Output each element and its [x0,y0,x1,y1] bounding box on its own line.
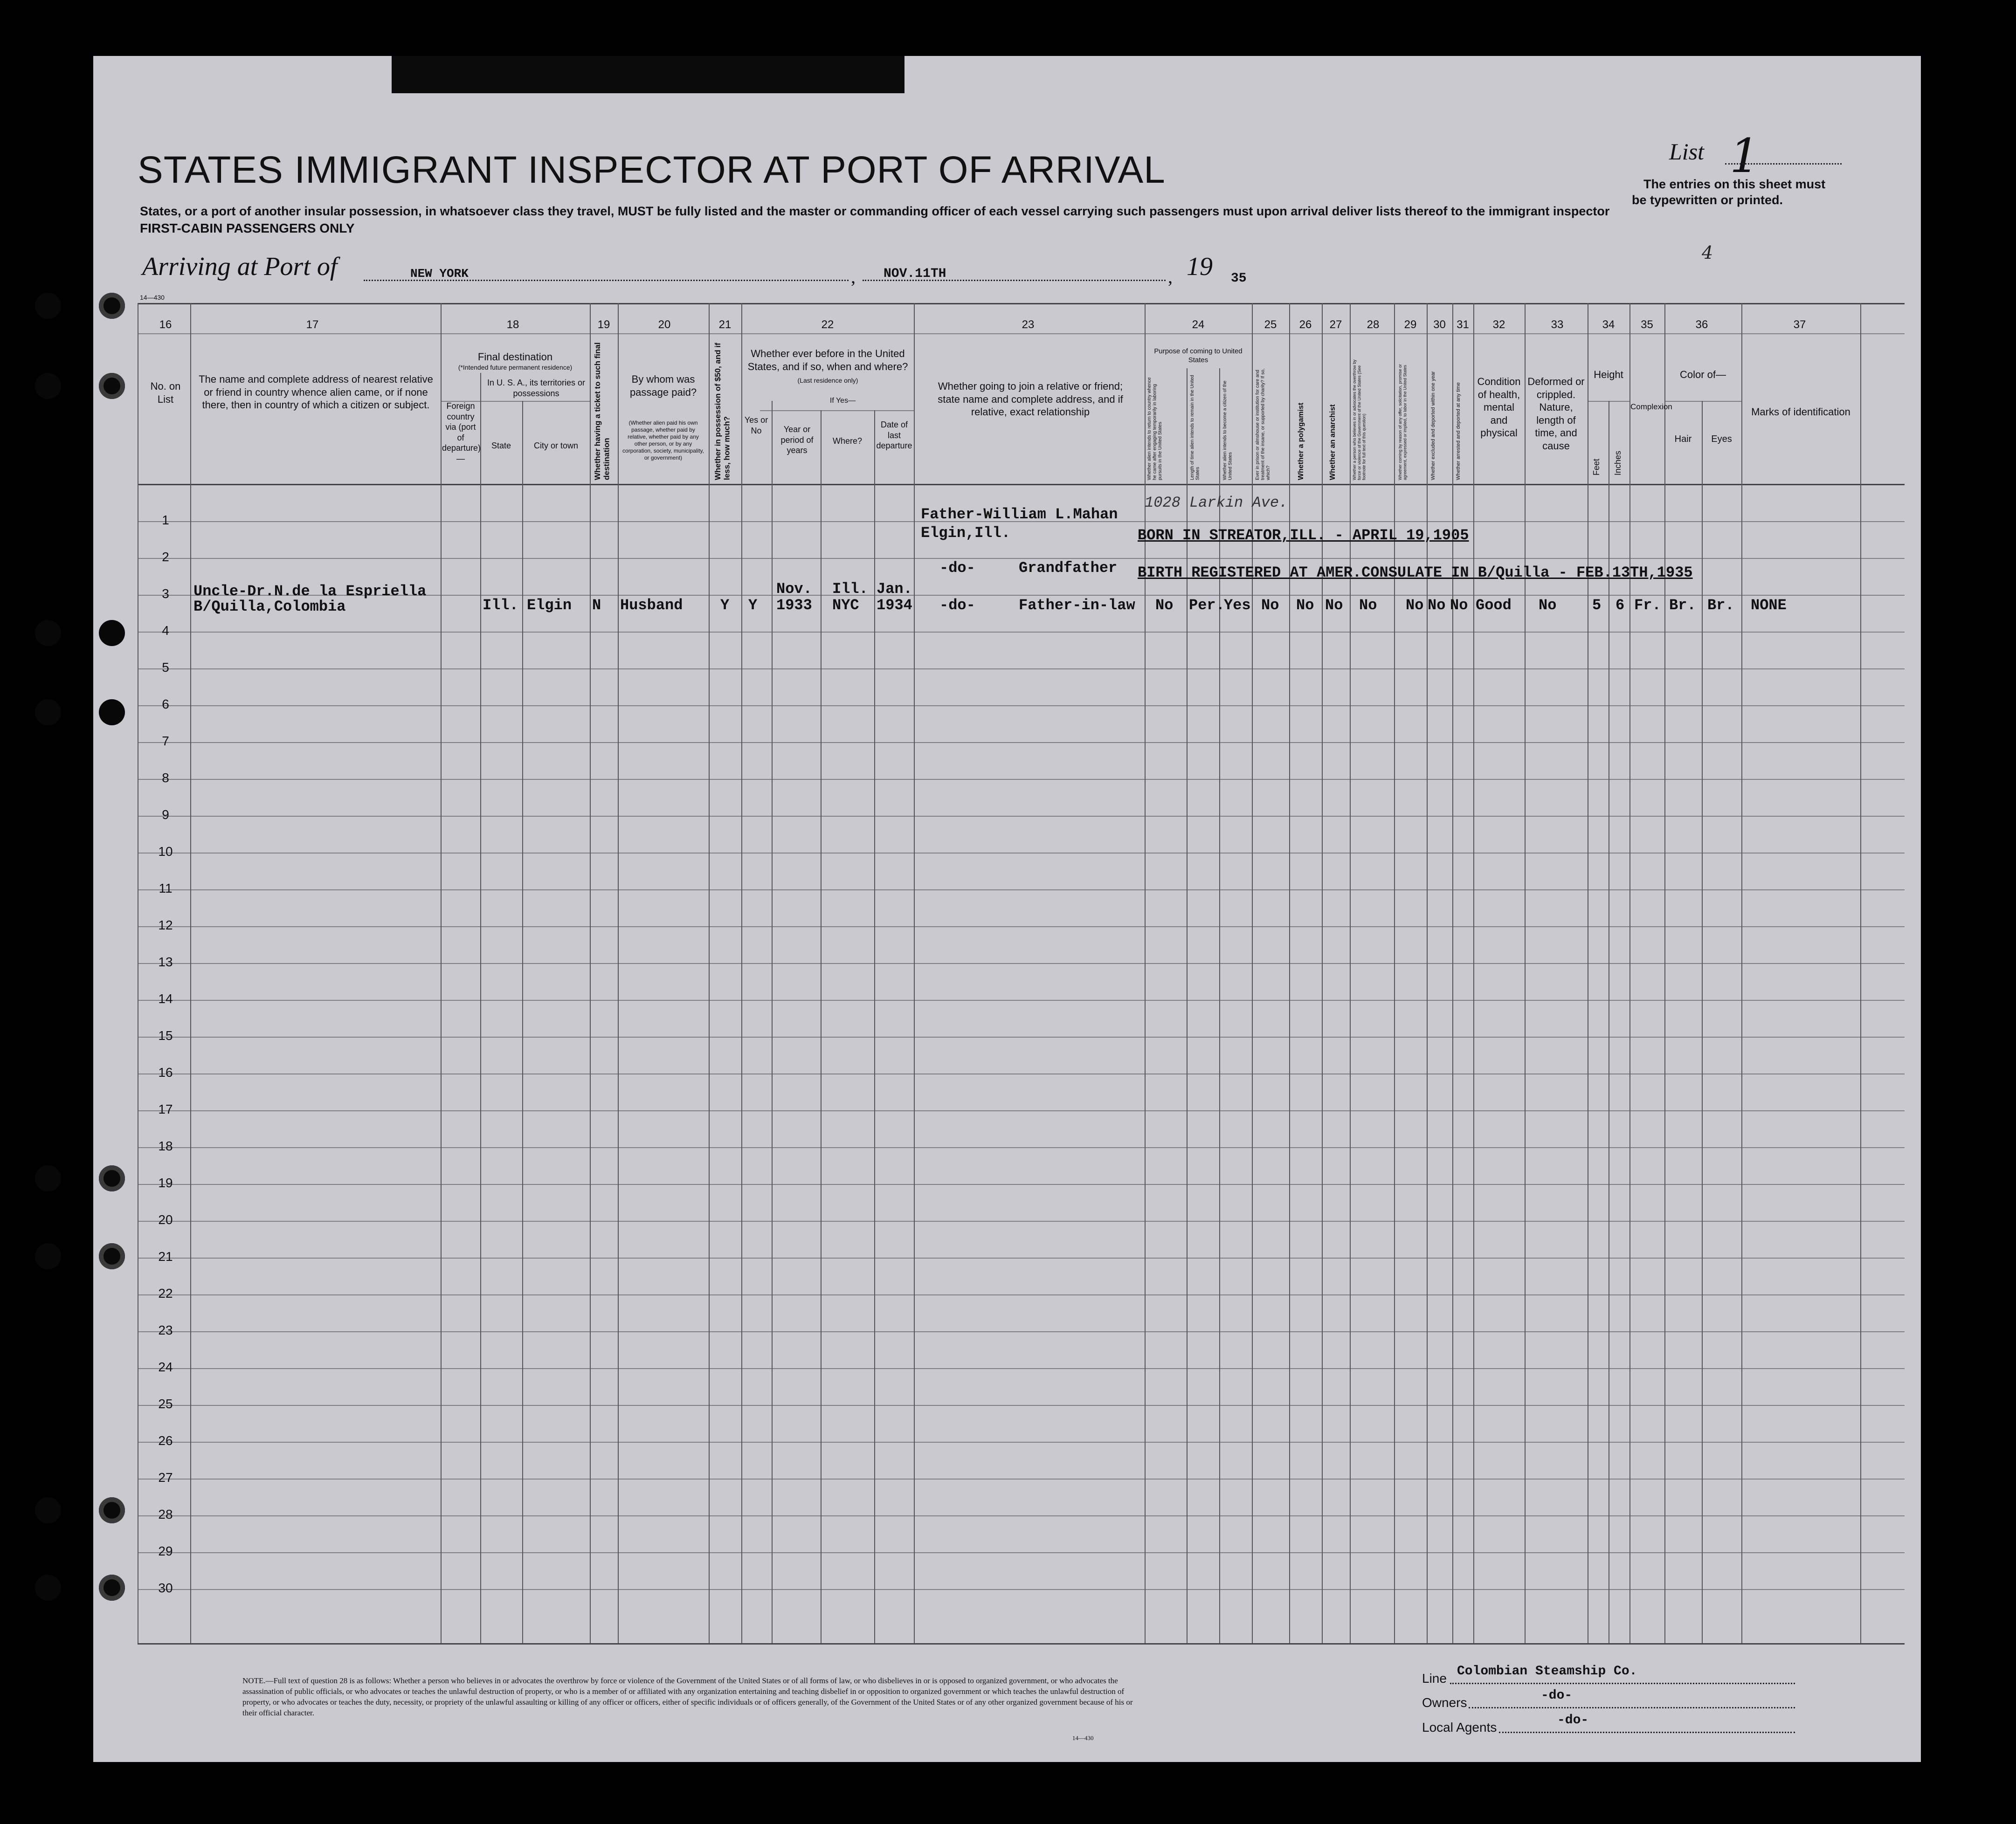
row-number: 5 [162,660,169,675]
col18-usa: In U. S. A., its territories or possessions [487,378,586,398]
column-number: 32 [1492,318,1505,331]
col24c-header: Whether alien intends to become a citizen of the United States [1222,380,1233,480]
col16-header: No. on List [150,380,181,405]
manifest-sheet [93,56,1921,1762]
list-number-line [1725,163,1842,165]
column-number: 23 [1022,318,1035,331]
owners-label: Owners [1422,1695,1467,1710]
col31-header: Whether arrested and deported at any time [1456,382,1461,480]
col34-inches: Inches [1613,450,1622,475]
entry-passage-paid: Husband [620,597,683,614]
form-code: 14—430 [140,294,165,301]
entry-relative-line2: Elgin,Ill. [921,524,1011,542]
entry-where-2: NYC [832,597,859,614]
line-underline [1450,1683,1795,1684]
row-number: 25 [158,1397,173,1411]
row-number: 18 [158,1139,173,1153]
col34-header: Height [1594,369,1623,380]
col35-header: Complexion [1630,402,1672,411]
entry-c24c: Yes [1224,597,1251,614]
col22-ifyes: If Yes— [829,397,856,405]
col26-header: Whether a polygamist [1297,402,1305,480]
entry-registration-note: BIRTH REGISTERED AT AMER.CONSULATE IN B/Quilla - FEB.13TH,1935 [1138,564,1693,581]
arriving-label: Arriving at Port of [142,252,338,281]
footnote-question-28: NOTE.—Full text of question 28 is as follows: Whether a person who believes in or advocates the overthrow by force or violence of the Government of the United States or of all forms of law, or who disbelieves in or is opposed to organized government, or who advocates the assassination of public officials, or who advocates or teaches the unlawful destruction of property, or who is a member of or affiliated with any organization entertaining and teaching disbelief in or opposition to organized government or which teaches the unlawful destruction of property, or who advocates or teaches the duty, necessity, or propriety of the unlawful assaulting or killing of any officer or officers, either of specific individuals or of officers generally, of the Government of the United States or of any other organized government because of his or their official character. [242,1676,1133,1717]
sheet-torn-edge [392,56,904,93]
col20-note: (Whether alien paid his own passage, whether paid by relative, whether paid by any other person, or by any corporation, society, municipality, or government) [622,420,704,461]
col22-title: Whether ever before in the United States, and if so, when and where? [747,348,908,372]
row-number: 23 [158,1323,173,1337]
row-number: 29 [158,1544,173,1558]
entry-row2-relative: -do- [939,559,975,577]
binder-hole [35,293,61,319]
row-number: 8 [162,771,169,785]
entry-row3-relation: Father-in-law [1019,597,1135,614]
entry-marks: NONE [1751,597,1787,614]
entry-c27: No [1325,597,1343,614]
column-number: 25 [1264,318,1277,331]
col27-header: Whether an anarchist [1329,404,1337,480]
binder-hole [35,1497,61,1523]
column-number: 30 [1433,318,1446,331]
agents-label: Local Agents [1422,1720,1497,1735]
date-value: NOV.11TH [884,267,946,281]
row-number: 10 [158,844,173,859]
entry-c24a: No [1155,597,1174,614]
list-number: 1 [1730,129,1760,183]
entry-relative-line1: Father-William L.Mahan [921,506,1118,523]
row-number: 2 [162,550,169,564]
entry-c32: Good [1476,597,1512,614]
entry-c30: No [1428,597,1446,614]
binder-hole [35,1575,61,1601]
row-number: 15 [158,1028,173,1043]
col23-header: Whether going to join a relative or friend; state name and complete address, and if relative, exact relationship [938,380,1123,418]
entry-state: Ill. [483,597,518,614]
row-number: 22 [158,1286,173,1301]
col33-header: Deformed or crippled. Nature, length of time, and cause [1527,376,1585,452]
entries-note-2: be typewritten or printed. [1632,193,1783,207]
row-number: 24 [158,1360,173,1374]
entry-c26: No [1296,597,1314,614]
entry-year-1: Nov. [776,580,812,598]
row-number: 20 [158,1212,173,1227]
column-number: 26 [1299,318,1312,331]
col18-city: City or town [533,441,579,450]
handwritten-address: 1028 Larkin Ave. [1145,494,1288,511]
agents-value: -do- [1557,1713,1589,1728]
column-number: 16 [159,318,172,331]
row-number: 26 [158,1433,173,1448]
col24b-header: Length of time alien intends to remain in the United States [1190,375,1201,480]
row-number: 28 [158,1507,173,1521]
col28-header: Whether a person who believes in or advocates the overthrow by force or violence of the Government of the United States (See footnote for full text of this question) [1352,359,1367,480]
form-class: FIRST-CABIN PASSENGERS ONLY [140,221,355,235]
col18-foreign: Foreign country via (port of departure)— [442,401,481,463]
col18-title: Final destination [477,351,553,363]
row-number: 9 [162,807,169,822]
row-number: 11 [159,881,173,895]
entry-where-1: Ill. [832,580,868,598]
row-number: 3 [162,586,169,601]
column-number: 34 [1602,318,1615,331]
entry-c31: No [1450,597,1468,614]
col22-where: Where? [832,436,863,446]
row-number: 14 [158,991,173,1006]
line-label: Line [1422,1671,1447,1686]
entry-row2-relation: Grandfather [1019,559,1118,577]
col22-year: Year or period of years [780,425,814,455]
row-number: 13 [158,955,173,969]
column-number: 17 [306,318,319,331]
row-number: 27 [158,1470,173,1485]
binder-hole [99,620,125,646]
row-number: 16 [158,1065,173,1080]
entry-ticket: N [592,597,601,614]
entry-row3-relative: -do- [939,597,975,614]
col30-header: Whether excluded and deported within one year [1430,371,1436,480]
entry-c33: No [1539,597,1557,614]
col22-date: Date of last departure [876,420,912,450]
column-number: 18 [506,318,519,331]
entry-eyes: Br. [1707,597,1734,614]
column-number: 20 [658,318,671,331]
col19-header: Whether having a ticket to such final destination [593,342,611,480]
column-number: 24 [1192,318,1205,331]
entry-c24b: Per. [1189,597,1225,614]
col22-note: (Last residence only) [797,377,858,384]
entry-c25: No [1261,597,1279,614]
line-value: Colombian Steamship Co. [1457,1664,1637,1679]
binder-hole [99,373,125,399]
entry-inches: 6 [1616,597,1625,614]
form-instructions: States, or a port of another insular possession, in whatsoever class they travel, MUST be fully listed and the master or commanding officer of each vessel carrying such passengers must upon arrival deliver lists thereof to the immigrant inspector [140,204,1610,218]
col20-title: By whom was passage paid? [629,373,697,398]
col36-header: Color of— [1679,369,1726,380]
footer-form-code: 14—430 [1072,1735,1094,1741]
binder-hole [35,1165,61,1191]
row-number: 7 [162,734,169,748]
list-label: List [1669,138,1705,165]
binder-hole [99,1165,125,1191]
row-number: 30 [158,1581,173,1595]
entry-fifty: Y [720,597,730,614]
row-number: 4 [162,623,169,638]
column-number: 36 [1695,318,1708,331]
binder-hole [35,1243,61,1269]
entry-c29: No [1406,597,1424,614]
row-number: 17 [158,1102,173,1116]
col32-header: Condition of health, mental and physical [1477,376,1521,439]
column-number: 31 [1457,318,1469,331]
entries-note-1: The entries on this sheet must [1643,177,1826,191]
col22-yesno: Yes or No [744,415,768,435]
owners-value: -do- [1541,1688,1573,1703]
entry-departure-2: 1934 [877,597,912,614]
col36-hair: Hair [1674,434,1692,444]
col18-state: State [491,441,511,450]
col36-eyes: Eyes [1711,434,1732,444]
col37-header: Marks of identification [1751,406,1850,418]
entry-nearest-relative-address: B/Quilla,Colombia [193,598,346,615]
col24-title: Purpose of coming to United States [1154,347,1243,364]
column-number: 33 [1551,318,1564,331]
row-number: 12 [158,918,173,932]
row-number: 6 [162,697,169,711]
col25-header: Ever in prison or almshouse or institution for care and treatment of the insane, or supported by charity? If so, which? [1255,368,1271,480]
column-number: 29 [1404,318,1417,331]
binder-hole [99,1497,125,1523]
binder-hole [35,699,61,725]
column-number: 27 [1329,318,1342,331]
entry-birth-note: BORN IN STREATOR,ILL. - APRIL 19,1905 [1138,527,1469,544]
binder-hole [35,620,61,646]
column-number: 28 [1367,318,1380,331]
form-title: STATES IMMIGRANT INSPECTOR AT PORT OF ARRIVAL [138,149,1166,191]
entry-year-2: 1933 [776,597,812,614]
entry-nearest-relative: Uncle-Dr.N.de la Espriella [193,583,427,600]
entry-city: Elgin [527,597,572,614]
column-number: 37 [1793,318,1806,331]
column-number: 22 [821,318,834,331]
entry-departure-1: Jan. [877,580,912,598]
col29-header: Whether coming by reason of any offer, solicitation, promise or agreement, expressed or implied, to labor in the United States [1398,364,1408,480]
column-number: 21 [718,318,732,331]
binder-hole [99,293,125,319]
row-number: 1 [162,513,169,527]
col21-header: Whether in possession of $50, and if less, how much? [713,343,732,480]
agents-underline [1499,1732,1795,1733]
entry-complexion: Fr. [1634,597,1661,614]
binder-hole [99,1575,125,1601]
year-prefix: 19 [1187,252,1213,281]
row-number: 19 [158,1176,173,1190]
row-number: 21 [158,1249,173,1264]
col24a-header: Whether alien intends to return to country whence he came after engaging temporarily in laboring pursuits in the United States [1147,377,1163,480]
entry-c28: No [1359,597,1377,614]
sheet-mark: 4 [1702,242,1713,263]
column-number: 19 [597,318,610,331]
entry-hair: Br. [1669,597,1696,614]
port-value: NEW YORK [410,267,469,281]
entry-feet: 5 [1592,597,1602,614]
binder-hole [99,1243,125,1269]
entry-before-us: Y [748,597,758,614]
col34-feet: Feet [1592,458,1601,475]
binder-hole [99,699,125,725]
binder-hole [35,373,61,399]
year-suffix: 35 [1231,271,1247,286]
column-number: 35 [1641,318,1653,331]
col17-header: The name and complete address of nearest relative or friend in country whence alien came, or if none there, then in country of which a citizen or subject. [199,373,433,411]
col18-note: (*Intended future permanent residence) [458,364,573,371]
owners-underline [1469,1707,1795,1708]
